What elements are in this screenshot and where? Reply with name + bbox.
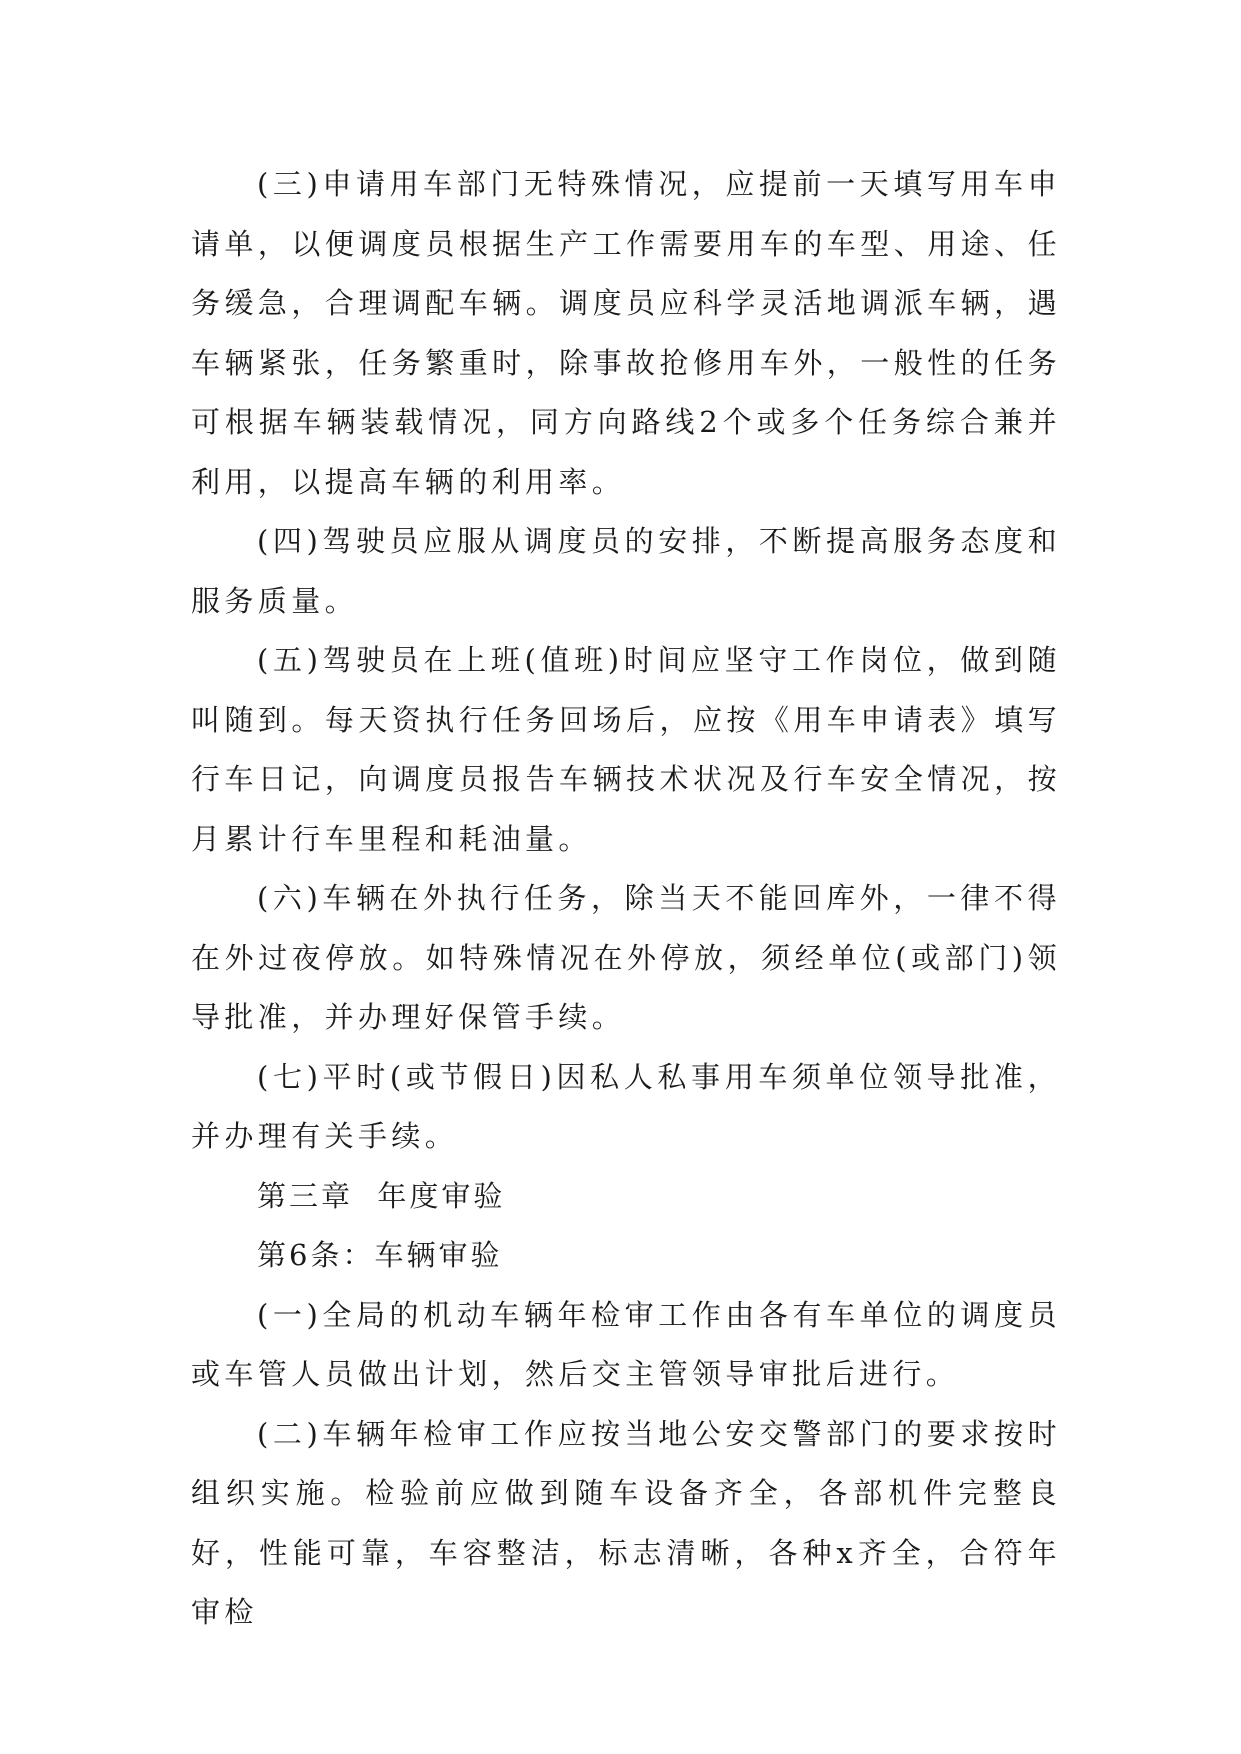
- chapter-heading: 第三章 年度审验: [257, 1178, 506, 1213]
- paragraph-7: (七)平时(或节假日)因私人私事用车须单位领导批准，并办理有关手续。: [191, 1059, 1061, 1153]
- paragraph-5: (五)驾驶员在上班(值班)时间应坚守工作岗位，做到随叫随到。每天资执行任务回场后，应按《用车申请表》填写行车日记，向调度员报告车辆技术状况及行车安全情况，按月累计行车里程和耗油量。: [191, 643, 1061, 856]
- document-body: [191, 155, 1061, 1643]
- paragraph-3: (三)申请用车部门无特殊情况，应提前一天填写用车申请单，以便调度员根据生产工作需要用车的车型、用途、任务缓急，合理调配车辆。调度员应科学灵活地调派车辆，遇车辆紧张，任务繁重时，除事故抢修用车外，一般性的任务可根据车辆装载情况，同方向路线2个或多个任务综合兼并利用，以提高车辆的利用率。: [191, 167, 1061, 499]
- paragraph-4: (四)驾驶员应服从调度员的安排，不断提高服务态度和服务质量。: [191, 524, 1061, 618]
- paragraph-6: (六)车辆在外执行任务，除当天不能回库外，一律不得在外过夜停放。如特殊情况在外停放，须经单位(或部门)领导批准，并办理好保管手续。: [191, 881, 1061, 1034]
- paragraph-2: (二)车辆年检审工作应按当地公安交警部门的要求按时组织实施。检验前应做到随车设备齐全，各部机件完整良好，性能可靠，车容整洁，标志清晰，各种x齐全，合符年审检: [191, 1416, 1061, 1629]
- paragraph-1: (一)全局的机动车辆年检审工作由各有车单位的调度员或车管人员做出计划，然后交主管领导审批后进行。: [191, 1297, 1061, 1391]
- article-heading: 第6条：车辆审验: [257, 1238, 503, 1272]
